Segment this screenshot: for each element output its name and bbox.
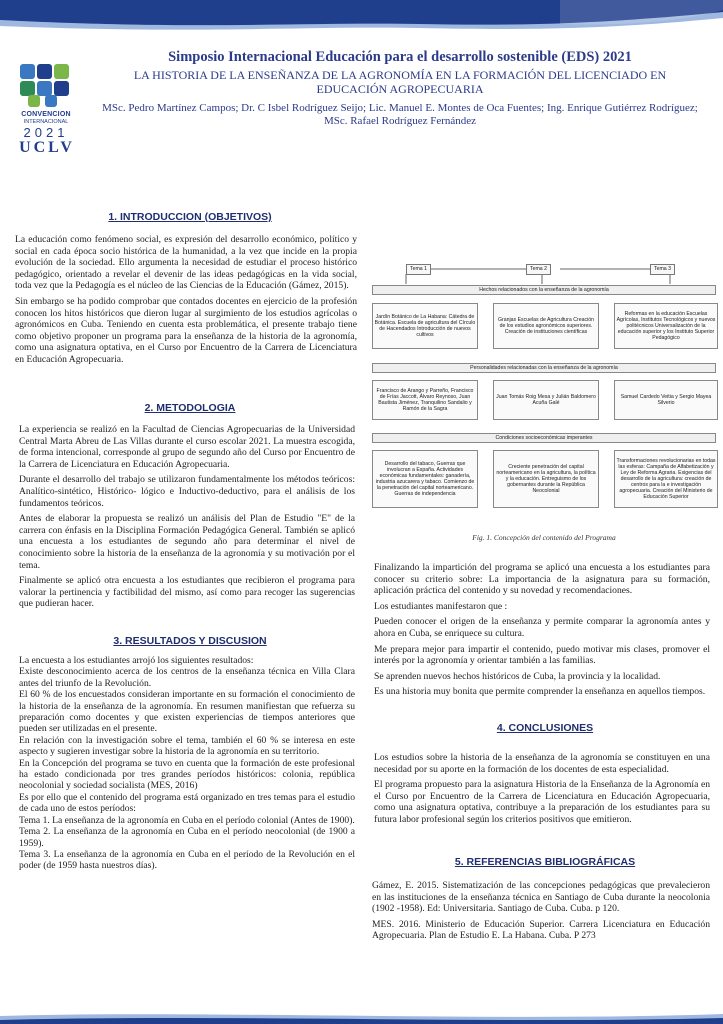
reference-item: MES. 2016. Ministerio de Educación Superior. Carrera Licenciatura en Educación Agropecuaria. Plan de Estudio E. La Habana. Cuba. P 273 (372, 918, 710, 942)
footer-wave-decoration (0, 1010, 723, 1024)
diagram-band-conditions: Condiciones socioeconómicas imperantes (372, 433, 716, 443)
intro-heading: 1. INTRODUCCION (OBJETIVOS) (108, 211, 272, 223)
figure-caption: Fig. 1. Concepción del contenido del Programa (472, 533, 616, 542)
results-line: La encuesta a los estudiantes arrojó los siguientes resultados: (19, 655, 254, 666)
results-line: En la Concepción del programa se tuvo en cuenta que la formación de este profesional ha estado condicionada por tres grandes períodos históricos: colonia, república neocolonial y sociedad socialista (MES, 2016) (19, 757, 355, 792)
right-line: Finalizando la impartición del programa se aplicó una encuesta a los estudiantes para conocer su criterio sobre: La importancia de la asignatura para su formación, aplicación práctica del contenido y su novedad y recomendaciones. (374, 562, 710, 597)
results-heading: 3. RESULTADOS Y DISCUSION (113, 635, 267, 647)
diagram-band-facts: Hechos relacionados con la enseñanza de la agronomía (372, 285, 716, 295)
right-results-text (374, 562, 710, 702)
method-paragraph-3: Antes de elaborar la propuesta se realizó un análisis del Plan de Estudio "E" de la carrera con énfasis en la Disciplina Formación Pedagógica General. También se aplicó una encuesta a los estudiantes de segundo año para determinar el nivel de conocimiento sobre la historia de la enseñanza de la agronomía y su motivación por el tema. (19, 513, 355, 571)
right-line: Es una historia muy bonita que permite comprender la enseñanza en aquellos tiempos. (374, 686, 706, 698)
intro-text (15, 234, 357, 370)
diagram-tema-3: Tema 3 (650, 264, 675, 275)
intro-paragraph-2: Sin embargo se ha podido comprobar que contados docentes en ejercicio de la profesión conocen los hitos históricos que dieron lugar al surgimiento de los estudios agrícolas o agronómicos en Cuba. Teniendo en cuenta esta problemática, el presente trabajo tiene como objetivo proponer un programa para la enseñanza de la historia de la agronomía, como una asignatura optativa, en el Curso por Encuentro de la Carrera de Licenciatura en Educación Agropecuaria. (15, 295, 357, 365)
diagram-tema-1: Tema 1 (406, 264, 431, 275)
results-line: Tema 1. La enseñanza de la agronomía en Cuba en el período colonial (Antes de 1900). (19, 814, 355, 826)
conclusions-paragraph-1: Los estudios sobre la historia de la enseñanza de la agronomía se constituyen en una necesidad por su aporte en la formación de los docentes de esta especialidad. (374, 752, 710, 775)
method-paragraph-2: Durante el desarrollo del trabajo se utilizaron fundamentalmente los métodos teóricos: Analítico-sintético, Histórico- lógico e Inductivo-deductivo, para el análisis de los fundamentos teóricos. (19, 474, 355, 509)
diagram-cell: Transformaciones revolucionarias en todas las esferas: Campaña de Alfabetización y Ley de Reforma Agraria. Exigencias del desarrollo de la agricultura: creación de centros para la e investigación agropecuaria. Creación del Ministerio de Educación Superior (614, 450, 718, 508)
diagram-band-people: Personalidades relacionadas con la enseñanza de la agronomía (372, 363, 716, 373)
logo-institution: UCLV (19, 139, 75, 156)
conclusions-text (374, 752, 710, 830)
results-line: El 60 % de los encuestados consideran importante en su formación el conocimiento de la historia de la enseñanza de la agronomía. En resumen manifiestan que refuerza su preparación como docentes y que existen experiencias de tiempos anteriores que pueden ser utilizadas en el presente. (19, 689, 355, 735)
diagram-cell: Jardín Botánico de La Habana: Cátedra de Botánica. Escuela de agricultura del Círculo de Hacendados Introducción de nuevos cultivos (372, 303, 478, 349)
header-wave-decoration (0, 0, 723, 40)
results-line: Existe desconocimiento acerca de los centros de la enseñanza técnica en Villa Clara antes del triunfo de la Revolución. (19, 666, 355, 689)
logo-line1: CONVENCION (21, 111, 71, 118)
diagram-cell: Francisco de Arango y Parreño, Francisco de Frías Jaccott, Álvaro Reynoso, Juan Bautista Jiménez, Tranquilino Sandalio y Ramón de la Sagra (372, 380, 478, 420)
references-text (372, 880, 710, 946)
right-line: Pueden conocer el origen de la enseñanza y permite comparar la agronomía antes y ahora en Cuba, se enriquece su cultura. (374, 616, 710, 639)
diagram-cell: Creciente penetración del capital norteamericano en la agricultura, la política y la educación. Entreguismo de los gobernantes durante la República Neocolonial (493, 450, 599, 508)
diagram-cell: Samuel Cardedo Veitia y Sergio Mayea Silverio (614, 380, 718, 420)
results-line: En relación con la investigación sobre el tema, también el 60 % se interesa en este aspecto y sugieren investigar sobre la historia de la agronomía en su territorio. (19, 734, 355, 758)
right-line: Me prepara mejor para impartir el contenido, puedo motivar mis clases, promover el interés por la agronomía y orientar también a las familias. (374, 643, 710, 667)
diagram-tema-2: Tema 2 (526, 264, 551, 275)
results-line: Tema 2. La enseñanza de la agronomía en Cuba en el período neocolonial (de 1900 a 1959). (19, 826, 355, 849)
references-heading: 5. REFERENCIAS BIBLIOGRÁFICAS (454, 856, 636, 868)
diagram-cell: Juan Tomás Roig Mesa y Julián Baldomero Acuña Galé (493, 380, 599, 420)
conclusions-paragraph-2: El programa propuesto para la asignatura Historia de la Enseñanza de la Agronomía en el Curso por Encuentro de la Carrera de Licenciatura en Educación Agropecuaria, como una asignatura optativa, contribuye a la preparación de los estudiantes para su futura labor profesional según los criterios positivos que emitieron. (374, 779, 710, 825)
diagram-cell: Desarrollo del tabaco, Guerras que involucran a España. Actividades económicas fundamentales: ganadería, industria azucarera y tabaco. Comienzo de la penetración del capital norteamericano. Guerras de independencia (372, 450, 478, 508)
logo-line2: INTERNACIONAL (23, 119, 69, 125)
diagram-cell: Reformas en la educación Escuelas Agrícolas, Institutos Tecnológicos y nuevos politécnicos Universalización de la educación superior y los Instituto Superior Pedagógico (614, 303, 718, 349)
logo-year: 2021 (23, 125, 69, 140)
program-content-diagram (370, 258, 718, 528)
poster-subtitle: LA HISTORIA DE LA ENSEÑANZA DE LA AGRONOMÍA EN LA FORMACIÓN DEL LICENCIADO EN EDUCACIÓN AGROPECUARIA (133, 68, 667, 96)
right-line: Se aprenden nuevos hechos históricos de Cuba, la provincia y la localidad. (374, 670, 661, 682)
results-text (19, 655, 355, 872)
poster-authors: MSc. Pedro Martínez Campos; Dr. C Isbel Rodríguez Seijo; Lic. Manuel E. Montes de Oca Fuentes; Ing. Enrique Gutiérrez Rodríguez; MSc. Rafael Rodríguez Fernández (102, 102, 698, 127)
intro-paragraph-1: La educación como fenómeno social, es expresión del desarrollo económico, político y social en cada época socio histórica de la humanidad, a la vez que incide en la propia evolución de la sociedad. Ello argumenta la necesidad de estudiar el proceso histórico pedagógico, orientado a revelar el devenir de las ideas pedagógicas en la vida social, toda vez que la Pedagogía es el núcleo de las Ciencias de la Educación (Gámez, 2015). (15, 234, 357, 292)
reference-item: Gámez, E. 2015. Sistematización de las concepciones pedagógicas que prevalecieron en las instituciones de la enseñanza técnica en Santiago de Cuba durante la neocolonia (1902 -1958). Ed: Universitaria. Santiago de Cuba. Cuba. p 120. (372, 880, 710, 915)
method-heading: 2. METODOLOGIA (144, 402, 236, 414)
diagram-cell: Granjas Escuelas de Agricultura Creación de los estudios agronómicos superiores. Creación de instituciones científicas (493, 303, 599, 349)
results-line: Es por ello que el contenido del programa está organizado en tres temas para el estudio de cada uno de estos períodos: (19, 791, 355, 815)
right-line: Los estudiantes manifestaron que : (374, 600, 508, 612)
method-paragraph-1: La experiencia se realizó en la Facultad de Ciencias Agropecuarias de la Universidad Central Marta Abreu de Las Villas durante el curso escolar 2021. La muestra escogida, de forma intencional, corresponde al grupo de segundo año del Curso por Encuentro de la Carrera de Licenciatura en Educación Agropecuaria. (19, 424, 355, 470)
method-paragraph-4: Finalmente se aplicó otra encuesta a los estudiantes que recibieron el programa para valorar la pertinencia y factibilidad del mismo, así como para recoger las sugerencias que pudieran hacer. (19, 575, 355, 610)
poster-title: Simposio Internacional Educación para el desarrollo sostenible (EDS) 2021 (168, 49, 632, 65)
conclusions-heading: 4. CONCLUSIONES (496, 722, 594, 734)
convention-logo (16, 62, 75, 162)
results-line: Tema 3. La enseñanza de la agronomía en Cuba en el período de la Revolución en el poder (de 1959 hasta nuestros días). (19, 848, 355, 872)
method-text (19, 424, 355, 614)
